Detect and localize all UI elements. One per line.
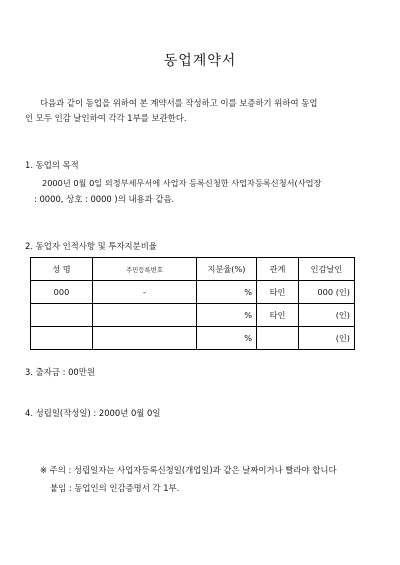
column-header-name: 성 명 (31, 258, 93, 281)
cell-share-ratio: % (197, 327, 257, 350)
section-1-heading: 1. 동업의 목적 (25, 160, 79, 170)
cell-relation: 타인 (257, 281, 299, 304)
attachment-note: 붙임 : 동업인의 인감증명서 각 1부. (50, 483, 180, 493)
table-row (31, 304, 355, 327)
column-header-relation: 관계 (257, 258, 299, 281)
cell-name (31, 304, 93, 327)
column-header-seal: 인감날인 (299, 258, 355, 281)
cell-relation: 타인 (257, 304, 299, 327)
cell-share-ratio: % (197, 281, 257, 304)
cell-seal: 000 (인) (299, 281, 355, 304)
table-row (31, 327, 355, 350)
intro-line-2: 인 모두 인감 날인하여 각각 1부를 보관한다. (25, 113, 187, 123)
column-header-share-ratio: 지분율(%) (197, 258, 257, 281)
caution-note: ※ 주의 : 성립일자는 사업자등록신청일(개업일)과 같은 날짜이거나 빨라야 합니다 (40, 465, 337, 475)
cell-resident-number (93, 304, 197, 327)
cell-seal: (인) (299, 327, 355, 350)
table-header-row (31, 258, 355, 281)
table-row (31, 281, 355, 304)
cell-resident-number (93, 327, 197, 350)
cell-seal: (인) (299, 304, 355, 327)
cell-relation (257, 327, 299, 350)
cell-name: 000 (31, 281, 93, 304)
document-title: 동업계약서 (163, 53, 237, 69)
section-3-investment: 3. 출자금 : 00만원 (25, 367, 95, 377)
section-2-heading: 2. 동업자 인적사항 및 투자지분비율 (25, 241, 157, 251)
section-1-line-1: 2000년 0월 0일 의정부세무서에 사업자 등록신청한 사업자등록신청서(사업장 (42, 178, 322, 188)
intro-line-1: 다음과 같이 동업을 위하여 본 계약서를 작성하고 이를 보증하기 위하여 동업 (40, 98, 318, 108)
column-header-resident-number: 주민등록번호 (93, 258, 197, 281)
cell-share-ratio: % (197, 304, 257, 327)
section-4-establishment-date: 4. 성립일(작성일) : 2000년 0월 0일 (25, 408, 161, 418)
cell-resident-number: - (93, 281, 197, 304)
partners-table (30, 257, 355, 350)
section-1-line-2: : 0000, 상호 : 0000 )의 내용과 같음. (34, 194, 175, 204)
cell-name (31, 327, 93, 350)
